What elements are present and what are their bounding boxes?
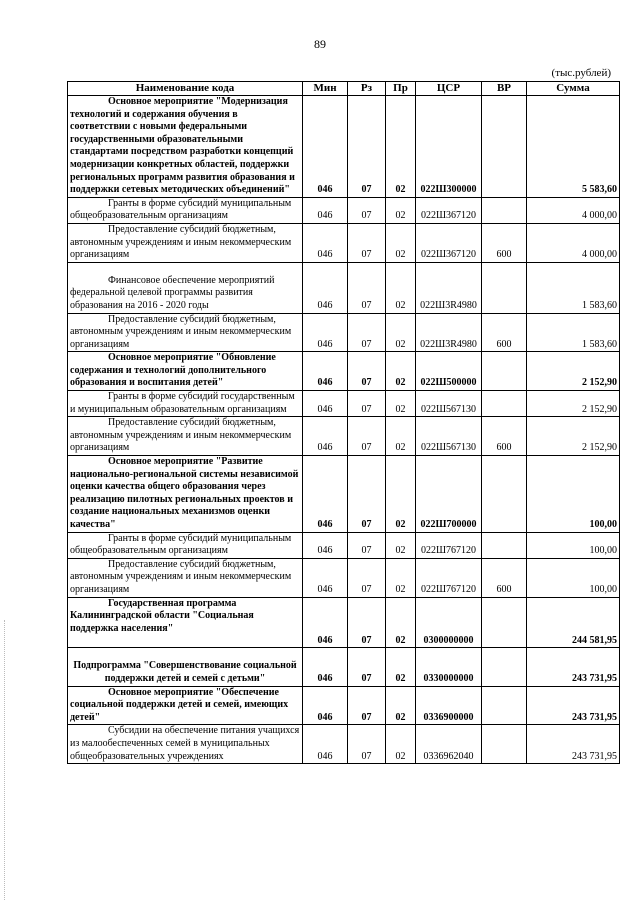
table-row <box>68 725 620 764</box>
row-rz-cell: 07 <box>348 313 386 352</box>
table-row <box>68 313 620 352</box>
row-pr-cell: 02 <box>386 686 416 725</box>
row-rz-cell: 07 <box>348 262 386 313</box>
row-name: Предоставление субсидий бюджетным, автономным учреждениям и иным некоммерческим организациям <box>70 417 292 454</box>
row-name-cell <box>68 597 303 648</box>
row-name: Основное мероприятие "Обновление содержания и технологий дополнительного образования и воспитания детей" <box>70 352 276 389</box>
row-pr-cell: 02 <box>386 262 416 313</box>
header-rz: Рз <box>348 82 386 96</box>
row-name: Предоставление субсидий бюджетным, автономным учреждениям и иным некоммерческим организациям <box>70 313 292 350</box>
row-pr-cell: 02 <box>386 197 416 223</box>
row-name-cell <box>68 725 303 764</box>
row-csr-cell: 022Ш767120 <box>416 558 482 597</box>
table-row <box>68 532 620 558</box>
table-row <box>68 223 620 262</box>
row-name: Субсидии на обеспечение питания учащихся из малообеспеченных семей в муниципальных общеобразовательных учреждениях <box>70 725 300 762</box>
row-name: Основное мероприятие "Развитие национально-региональной системы независимой оценки качества общего образования через реализацию пилотных региональных проектов и создание национальных механизмов оценки качества" <box>70 456 299 530</box>
table-row <box>68 558 620 597</box>
row-vr-cell <box>482 197 527 223</box>
row-sum-cell: 5 583,60 <box>527 96 620 198</box>
row-pr-cell: 02 <box>386 352 416 391</box>
row-vr-cell <box>482 96 527 198</box>
row-sum-cell: 4 000,00 <box>527 197 620 223</box>
row-name-cell <box>68 558 303 597</box>
row-name: Основное мероприятие "Модернизация технологий и содержания обучения в соответствии с новыми федеральными государственными образовательными стандартами посредством разработки концепций модернизации конкретных областей, поддержки региональных программ развития образования и поддержки сетевых методических объединений" <box>70 96 295 196</box>
row-vr-cell <box>482 725 527 764</box>
row-vr-cell: 600 <box>482 417 527 456</box>
table-row <box>68 686 620 725</box>
row-sum-cell: 243 731,95 <box>527 686 620 725</box>
row-sum-cell: 100,00 <box>527 532 620 558</box>
table-row <box>68 456 620 533</box>
row-name: Гранты в форме субсидий муниципальным общеобразовательным организациям <box>70 197 292 222</box>
row-csr-cell: 0330000000 <box>416 648 482 686</box>
row-pr-cell: 02 <box>386 417 416 456</box>
row-min-cell: 046 <box>303 725 348 764</box>
row-rz-cell: 07 <box>348 725 386 764</box>
table-row <box>68 597 620 648</box>
row-min-cell: 046 <box>303 686 348 725</box>
header-vr: ВР <box>482 82 527 96</box>
row-name: Государственная программа Калининградской области "Социальная поддержка населения" <box>70 597 254 634</box>
row-sum-cell: 2 152,90 <box>527 417 620 456</box>
row-min-cell: 046 <box>303 558 348 597</box>
row-min-cell: 046 <box>303 648 348 686</box>
row-rz-cell: 07 <box>348 648 386 686</box>
row-vr-cell <box>482 352 527 391</box>
row-name: Предоставление субсидий бюджетным, автономным учреждениям и иным некоммерческим организациям <box>70 558 292 595</box>
units-label: (тыс.рублей) <box>551 67 611 79</box>
row-name-cell <box>68 648 303 686</box>
row-pr-cell: 02 <box>386 391 416 417</box>
row-min-cell: 046 <box>303 223 348 262</box>
row-name-cell <box>68 417 303 456</box>
header-sum: Сумма <box>527 82 620 96</box>
row-vr-cell: 600 <box>482 223 527 262</box>
row-name: Гранты в форме субсидий муниципальным общеобразовательным организациям <box>70 532 292 557</box>
row-name-cell <box>68 96 303 198</box>
row-rz-cell: 07 <box>348 391 386 417</box>
table-row <box>68 197 620 223</box>
table-row <box>68 262 620 313</box>
row-name: Основное мероприятие "Обеспечение социальной поддержки детей и семей, имеющих детей" <box>70 686 289 723</box>
row-csr-cell: 022Ш700000 <box>416 456 482 533</box>
row-name-cell <box>68 262 303 313</box>
row-pr-cell: 02 <box>386 96 416 198</box>
row-min-cell: 046 <box>303 352 348 391</box>
row-min-cell: 046 <box>303 313 348 352</box>
row-sum-cell: 4 000,00 <box>527 223 620 262</box>
row-sum-cell: 243 731,95 <box>527 648 620 686</box>
row-name: Финансовое обеспечение мероприятий федеральной целевой программы развития образования на 2016 - 2020 годы <box>70 274 275 311</box>
row-csr-cell: 022Ш3R4980 <box>416 262 482 313</box>
row-rz-cell: 07 <box>348 456 386 533</box>
row-min-cell: 046 <box>303 96 348 198</box>
page-number: 89 <box>314 37 326 51</box>
scan-margin-marks <box>4 620 6 900</box>
row-pr-cell: 02 <box>386 532 416 558</box>
row-sum-cell: 100,00 <box>527 456 620 533</box>
row-name: Предоставление субсидий бюджетным, автономным учреждениям и иным некоммерческим организациям <box>70 223 292 261</box>
row-name-cell <box>68 456 303 533</box>
row-sum-cell: 2 152,90 <box>527 391 620 417</box>
row-vr-cell <box>482 391 527 417</box>
table-row <box>68 391 620 417</box>
row-vr-cell: 600 <box>482 313 527 352</box>
table-row <box>68 417 620 456</box>
row-min-cell: 046 <box>303 391 348 417</box>
row-pr-cell: 02 <box>386 223 416 262</box>
table-header-row <box>68 82 620 96</box>
table-row <box>68 352 620 391</box>
row-vr-cell <box>482 648 527 686</box>
row-csr-cell: 0336900000 <box>416 686 482 725</box>
row-csr-cell: 022Ш767120 <box>416 532 482 558</box>
row-pr-cell: 02 <box>386 597 416 648</box>
row-sum-cell: 244 581,95 <box>527 597 620 648</box>
row-rz-cell: 07 <box>348 197 386 223</box>
row-csr-cell: 022Ш367120 <box>416 197 482 223</box>
row-vr-cell <box>482 456 527 533</box>
row-sum-cell: 1 583,60 <box>527 262 620 313</box>
row-vr-cell <box>482 262 527 313</box>
row-rz-cell: 07 <box>348 417 386 456</box>
row-rz-cell: 07 <box>348 532 386 558</box>
header-csr: ЦСР <box>416 82 482 96</box>
row-pr-cell: 02 <box>386 725 416 764</box>
row-min-cell: 046 <box>303 197 348 223</box>
row-vr-cell: 600 <box>482 558 527 597</box>
row-csr-cell: 0336962040 <box>416 725 482 764</box>
row-name-cell <box>68 391 303 417</box>
row-csr-cell: 022Ш567130 <box>416 417 482 456</box>
table-row <box>68 96 620 198</box>
row-name-cell <box>68 352 303 391</box>
row-csr-cell: 022Ш500000 <box>416 352 482 391</box>
header-pr: Пр <box>386 82 416 96</box>
row-name-cell <box>68 197 303 223</box>
row-csr-cell: 022Ш567130 <box>416 391 482 417</box>
row-pr-cell: 02 <box>386 313 416 352</box>
row-vr-cell <box>482 686 527 725</box>
spacer <box>70 635 300 647</box>
row-vr-cell <box>482 597 527 648</box>
row-name-cell <box>68 223 303 262</box>
row-rz-cell: 07 <box>348 223 386 262</box>
row-csr-cell: 022Ш300000 <box>416 96 482 198</box>
row-rz-cell: 07 <box>348 352 386 391</box>
row-rz-cell: 07 <box>348 597 386 648</box>
row-name-cell <box>68 313 303 352</box>
row-sum-cell: 100,00 <box>527 558 620 597</box>
row-csr-cell: 022Ш3R4980 <box>416 313 482 352</box>
row-min-cell: 046 <box>303 532 348 558</box>
table-row <box>68 648 620 686</box>
row-sum-cell: 243 731,95 <box>527 725 620 764</box>
row-pr-cell: 02 <box>386 558 416 597</box>
row-rz-cell: 07 <box>348 686 386 725</box>
row-min-cell: 046 <box>303 417 348 456</box>
row-pr-cell: 02 <box>386 456 416 533</box>
row-name: Подпрограмма "Совершенствование социальной поддержки детей и семей с детьми" <box>73 660 297 684</box>
spacer <box>70 263 300 275</box>
spacer <box>70 648 300 660</box>
row-csr-cell: 022Ш367120 <box>416 223 482 262</box>
header-min: Мин <box>303 82 348 96</box>
row-name: Гранты в форме субсидий государственным и муниципальным образовательным организациям <box>70 391 295 415</box>
row-name-cell <box>68 686 303 725</box>
row-min-cell: 046 <box>303 262 348 313</box>
row-min-cell: 046 <box>303 597 348 648</box>
row-min-cell: 046 <box>303 456 348 533</box>
row-sum-cell: 2 152,90 <box>527 352 620 391</box>
row-pr-cell: 02 <box>386 648 416 686</box>
budget-table <box>67 81 620 764</box>
row-rz-cell: 07 <box>348 558 386 597</box>
row-name-cell <box>68 532 303 558</box>
header-name: Наименование кода <box>68 82 303 96</box>
row-sum-cell: 1 583,60 <box>527 313 620 352</box>
row-csr-cell: 0300000000 <box>416 597 482 648</box>
row-vr-cell <box>482 532 527 558</box>
row-rz-cell: 07 <box>348 96 386 198</box>
